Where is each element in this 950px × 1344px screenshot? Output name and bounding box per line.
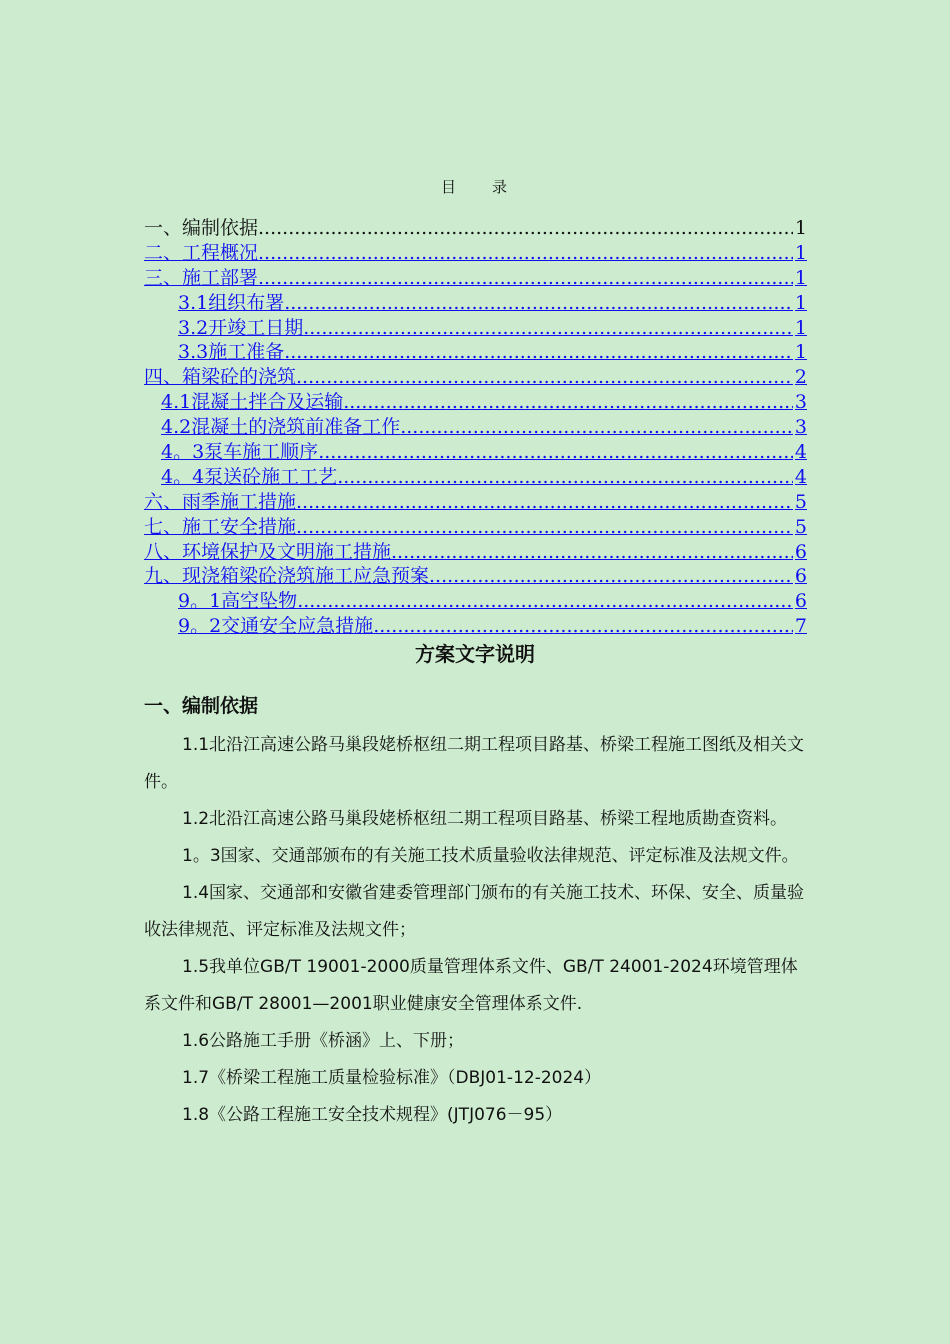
toc-entry-page: 5 [794,515,807,538]
toc-entry-page: 5 [794,490,807,513]
toc-link-8[interactable] [144,540,807,565]
toc-entry-label: 9。2交通安全应急措施 [178,615,374,638]
toc-link-4-3[interactable] [144,440,807,465]
toc-link-6[interactable] [144,490,807,515]
paragraph-1-5: 1.5我单位GB/T 19001-2000质量管理体系文件、GB/T 24001-2024环境管理体系文件和GB/T 28001—2001职业健康安全管理体系文件. [144,957,798,1014]
toc-entry-label: 9。1高空坠物 [178,590,298,613]
toc-entry-label: 3.2开竣工日期 [178,316,304,339]
body-text [144,727,808,1134]
toc-title-char-1: 目 [440,178,458,196]
toc-link-4-4[interactable] [144,465,807,490]
heading-compilation-basis: 一、编制依据 [144,695,259,717]
toc-link-7[interactable] [144,515,807,540]
toc-entry-label: 3.3施工准备 [178,341,285,364]
toc-link-4-2[interactable] [144,415,807,440]
toc-entry-label: 4。4泵送砼施工工艺 [161,465,338,488]
table-of-contents [144,216,807,639]
toc-entry-page: 3 [794,416,807,439]
toc-entry-label: 九、现浇箱梁砼浇筑施工应急预案 [144,565,430,588]
toc-entry-label: 四、箱梁砼的浇筑 [144,366,297,389]
paragraph-1-7: 1.7《桥梁工程施工质量检验标准》（DBJ01-12-2024） [182,1068,602,1088]
toc-entry-page: 6 [794,590,807,613]
paragraph-1-1: 1.1北沿江高速公路马巢段姥桥枢纽二期工程项目路基、桥梁工程施工图纸及相关文件。 [144,735,805,792]
toc-entry-page: 4 [794,441,807,464]
toc-entry-1 [144,216,807,241]
toc-link-3-2[interactable] [144,316,807,341]
paragraph-1-6: 1.6公路施工手册《桥涵》上、下册； [182,1031,465,1051]
toc-link-3-1[interactable] [144,291,807,316]
toc-title-char-2: 录 [492,178,510,196]
toc-entry-page: 3 [794,391,807,414]
toc-entry-page: 1 [794,241,807,264]
toc-entry-label: 3.1组织布署 [178,291,285,314]
toc-link-3-3[interactable] [144,340,807,365]
toc-entry-page: 1 [794,291,807,314]
toc-entry-label: 4.2混凝土的浇筑前准备工作 [161,416,401,439]
toc-entry-label: 七、施工安全措施 [144,515,297,538]
toc-entry-label: 4.1混凝土拌合及运输 [161,391,344,414]
toc-link-4-1[interactable] [144,390,807,415]
toc-link-2[interactable] [144,241,807,266]
toc-entry-page: 1 [794,266,807,289]
paragraph-1-3: 1。3国家、交通部颁布的有关施工技术质量验收法律规范、评定标准及法规文件。 [182,846,799,866]
toc-entry-label: 二、工程概况 [144,241,259,264]
toc-entry-page: 1 [794,316,807,339]
paragraph-1-8: 1.8《公路工程施工安全技术规程》(JTJ076－95） [182,1105,563,1125]
toc-link-3[interactable] [144,266,807,291]
toc-entry-label: 八、环境保护及文明施工措施 [144,540,392,563]
toc-title [0,176,950,197]
paragraph-1-2: 1.2北沿江高速公路马巢段姥桥枢纽二期工程项目路基、桥梁工程地质勘查资料。 [182,809,788,829]
toc-entry-page: 6 [794,565,807,588]
paragraph-1-4: 1.4国家、交通部和安徽省建委管理部门颁布的有关施工技术、环保、安全、质量验收法律规范、评定标准及法规文件； [144,883,805,940]
toc-entry-page: 7 [794,615,807,638]
toc-entry-label: 六、雨季施工措施 [144,490,297,513]
toc-link-9-1[interactable] [144,589,807,614]
toc-entry-page: 1 [794,341,807,364]
toc-entry-label: 一、编制依据 [144,217,259,239]
toc-entry-label: 4。3泵车施工顺序 [161,441,319,464]
toc-entry-page: 1 [794,217,807,239]
section-title: 方案文字说明 [415,642,535,666]
toc-link-4[interactable] [144,365,807,390]
toc-link-9[interactable] [144,564,807,589]
toc-entry-page: 2 [794,366,807,389]
toc-entry-page: 6 [794,540,807,563]
toc-link-9-2[interactable] [144,614,807,639]
toc-entry-page: 4 [794,465,807,488]
toc-entry-label: 三、施工部署 [144,266,259,289]
